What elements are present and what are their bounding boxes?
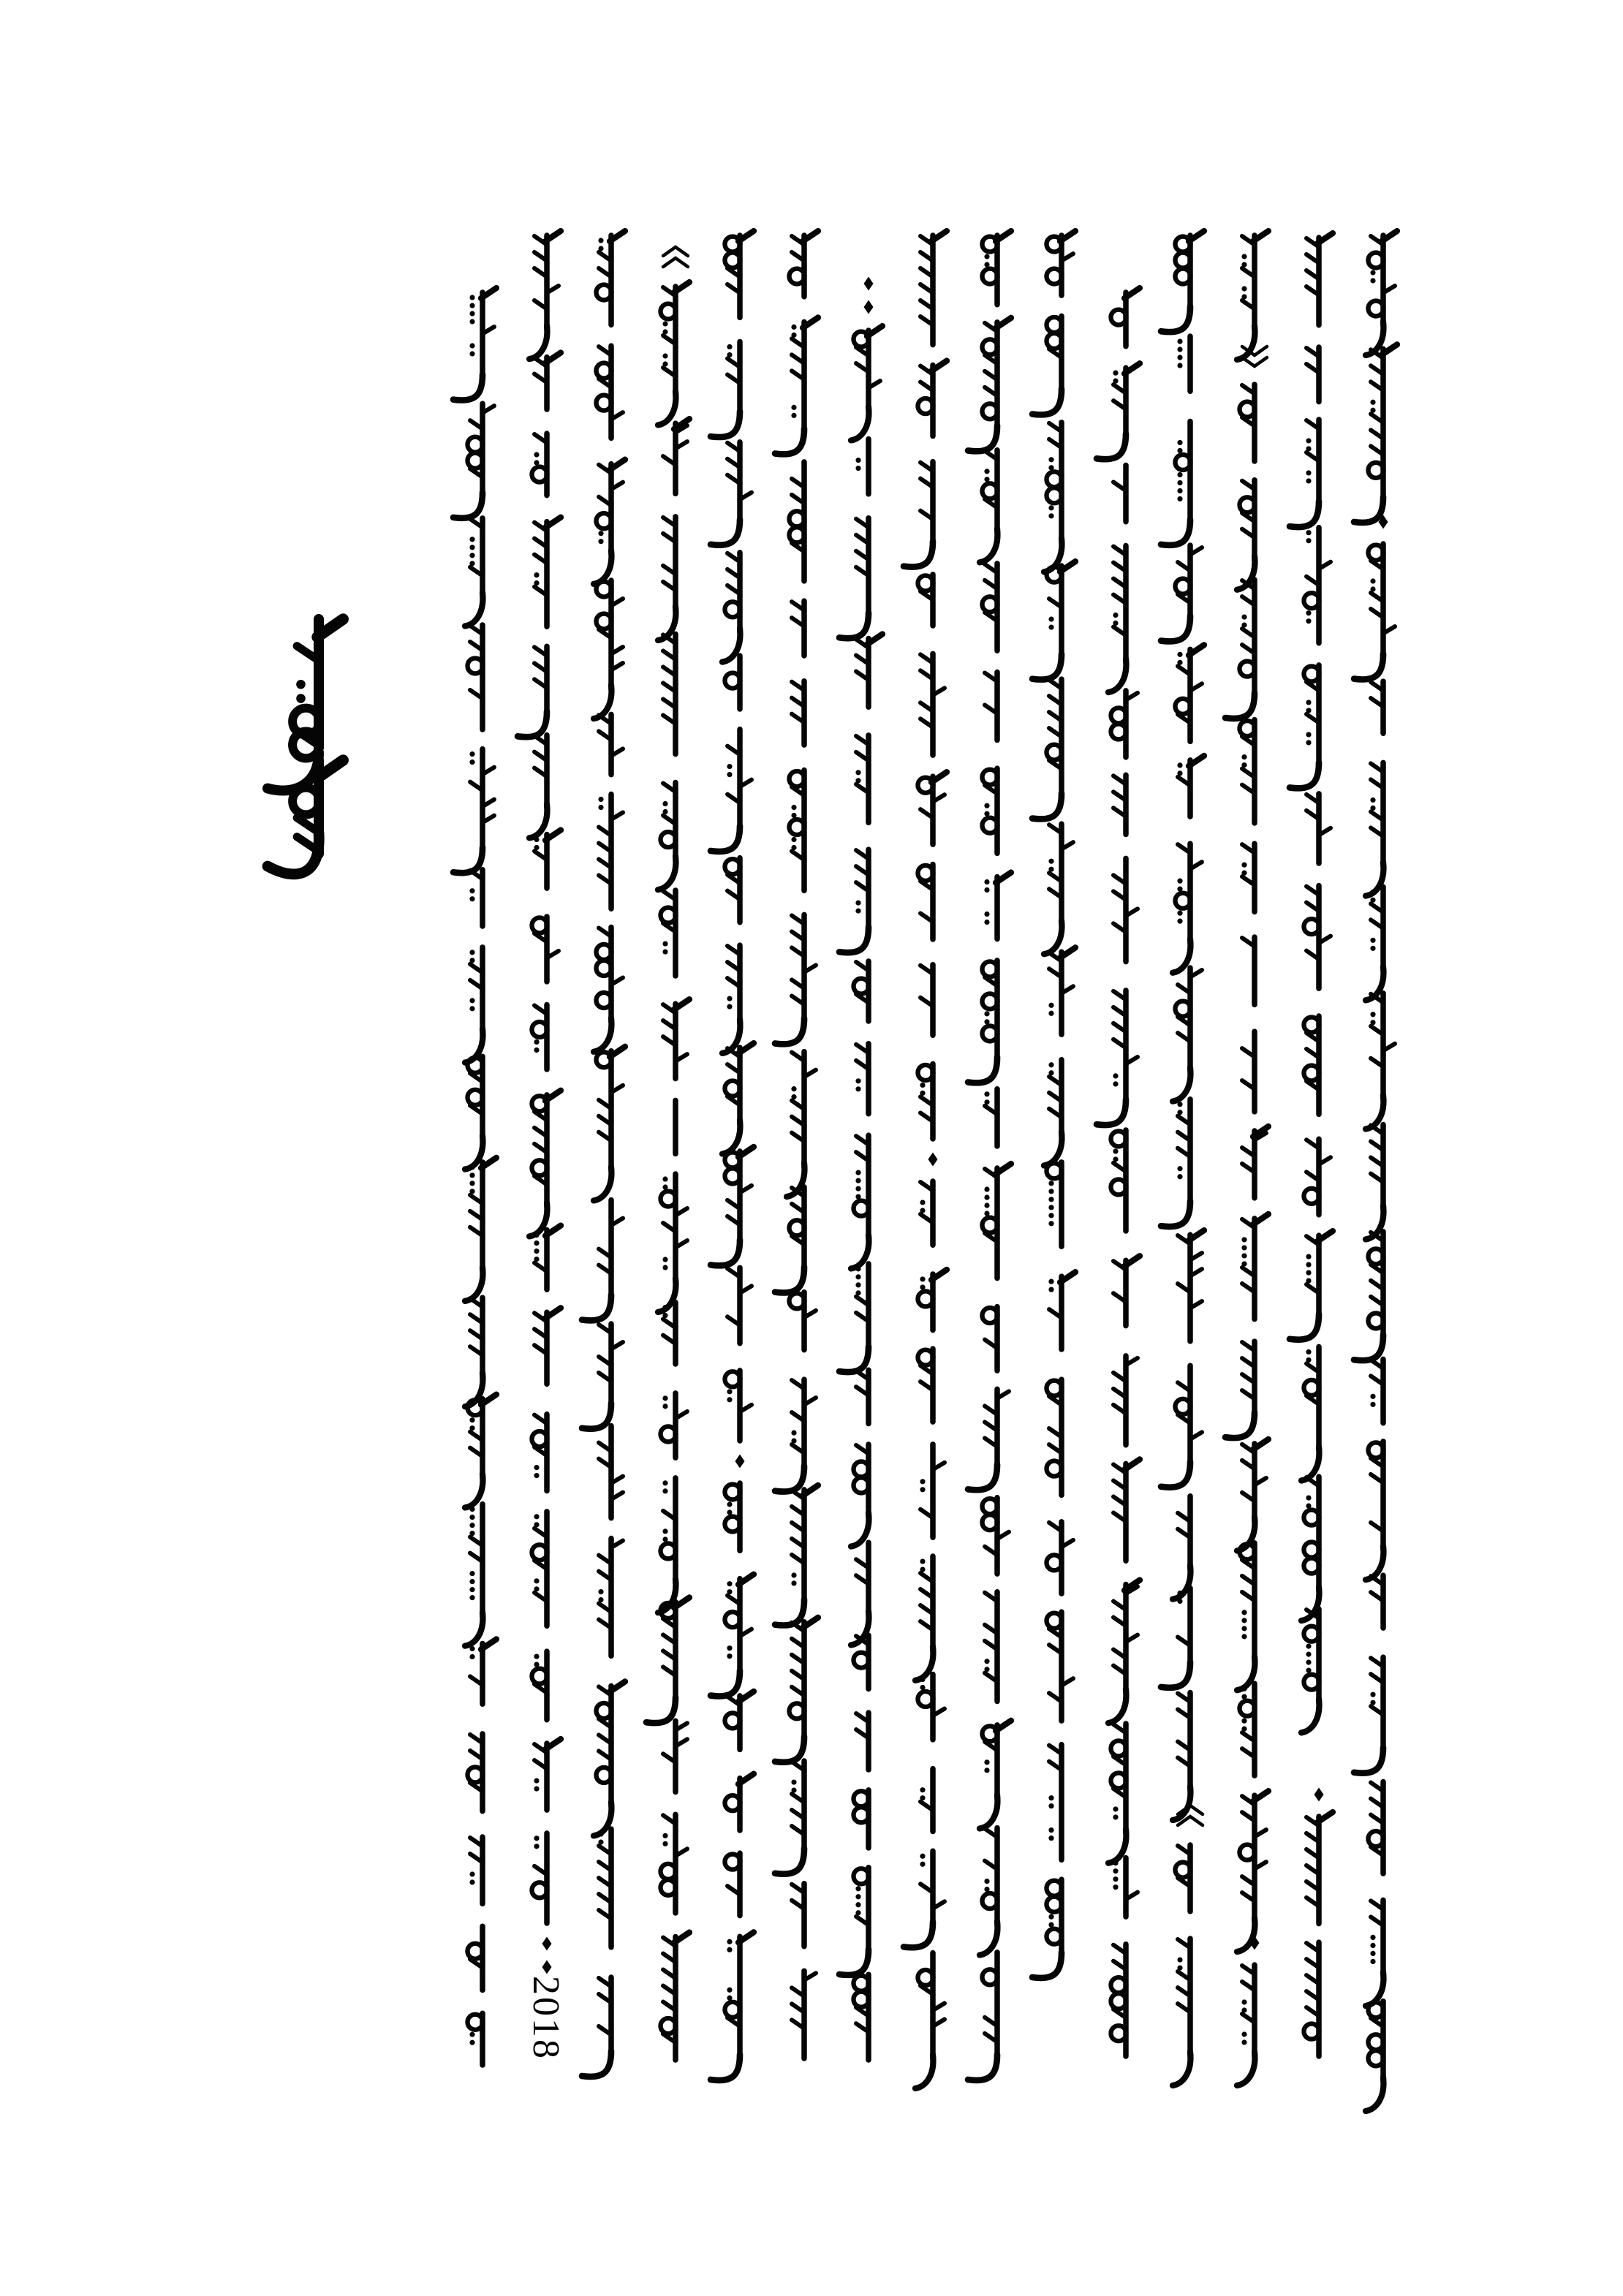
body-column-11 [1161,231,1204,2085]
body-column-10 [1097,288,1140,2056]
body-column-0 [453,288,496,2065]
body-column-9 [1032,231,1075,1978]
body-column-3 [646,247,689,2060]
body-column-5 [775,231,818,2058]
mongolian-comma-mark [1314,1788,1324,1802]
body-column-1 [518,231,567,2061]
body-column-2 [582,231,625,2077]
body-column-6 [839,277,882,2061]
mongolian-comma-mark [735,1455,745,1469]
body-column-13 [1290,233,1333,2056]
mongolian-full-stop-mark [864,277,874,314]
body-text-columns [453,231,1397,2111]
mongolian-comma-mark [928,1153,938,1167]
year-text: 2018 [525,1976,567,2061]
body-column-14 [1354,231,1397,2111]
quote-open-mark [663,247,688,267]
body-column-8 [968,231,1011,2080]
title-column [268,619,343,874]
body-column-4 [711,231,754,2080]
body-column-12 [1225,231,1268,2085]
mongolian-full-stop-mark [542,1937,552,1974]
body-column-7 [904,231,947,2088]
